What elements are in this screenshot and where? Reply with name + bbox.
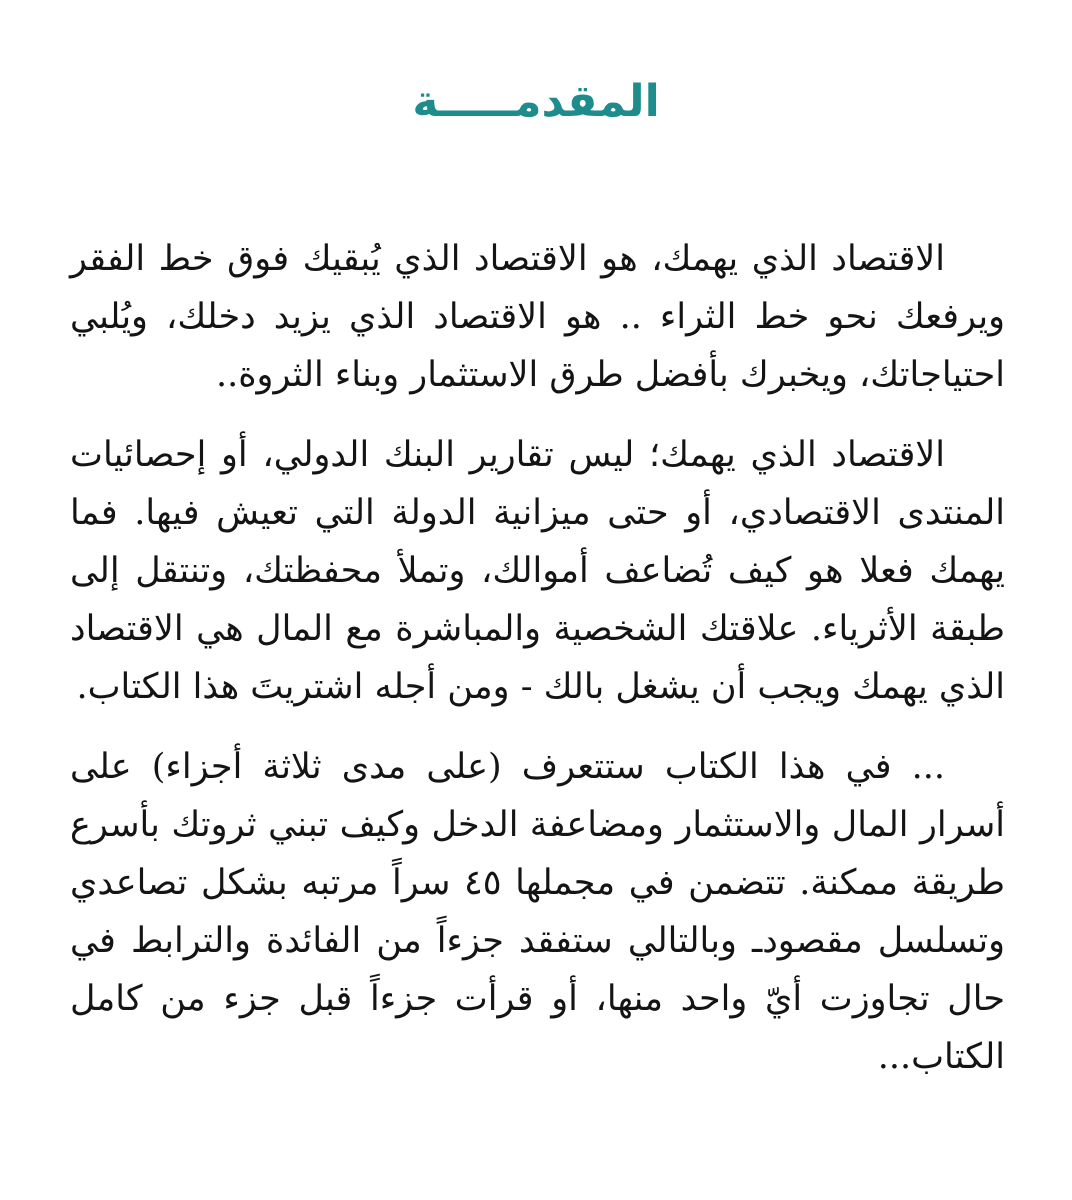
paragraph-2: الاقتصاد الذي يهمك؛ ليس تقارير البنك الدولي، أو إحصائيات المنتدى الاقتصادي، أو حتى ميزانية الدولة التي تعيش فيها. فما يهمك فعلا هو كيف تُضاعف أموالك، وتملأ محفظتك، وتنتقل إلى طبقة الأثرياء. علاقتك الشخصية والمباشرة مع المال هي الاقتصاد الذي يهمك ويجب أن يشغل بالك - ومن أجله اشتريتَ هذا الكتاب. [70, 435, 1005, 707]
body-text [70, 230, 1005, 1108]
paragraph-1: الاقتصاد الذي يهمك، هو الاقتصاد الذي يُبقيك فوق خط الفقر ويرفعك نحو خط الثراء .. هو الاقتصاد الذي يزيد دخلك، ويُلبي احتياجاتك، ويخبرك بأفضل طرق الاستثمار وبناء الثروة.. [70, 239, 1005, 395]
page-title: المقدمـــــة [412, 76, 660, 127]
paragraph-3: ... في هذا الكتاب ستتعرف (على مدى ثلاثة أجزاء) على أسرار المال والاستثمار ومضاعفة الدخل وكيف تبني ثروتك بأسرع طريقة ممكنة. تتضمن في مجملها ٤٥ سراً مرتبه بشكل تصاعدي وتسلسل مقصودـ وبالتالي ستفقد جزءاً من الفائدة والترابط في حال تجاوزت أيّ واحد منها، أو قرأت جزءاً قبل جزء من كامل الكتاب... [70, 747, 1005, 1077]
